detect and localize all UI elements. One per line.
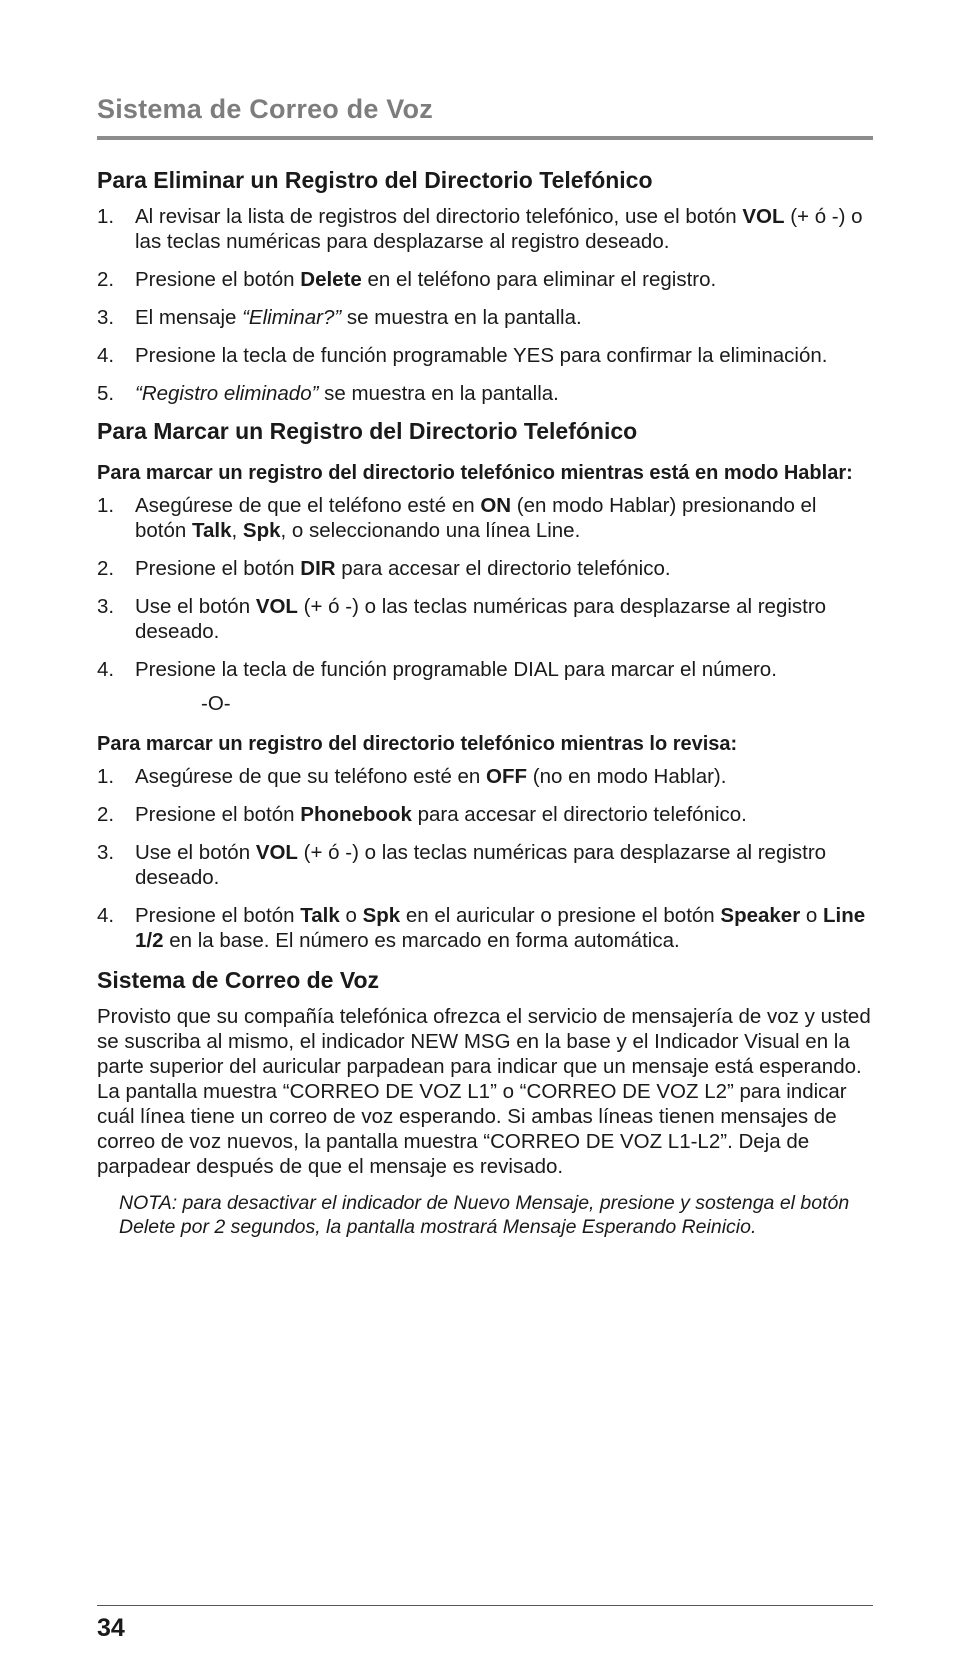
step-text: en el auricular o presione el botón: [400, 904, 721, 927]
voicemail-note: NOTA: para desactivar el indicador de Nuevo Mensaje, presione y sostenga el botón Delete por 2 segundos, la pantalla mostrará Mensaje Esperando Reinicio.: [119, 1192, 850, 1238]
subsection-title-talk-mode: Para marcar un registro del directorio telefónico mientras está en modo Hablar:: [97, 462, 853, 484]
step-text: para accesar el directorio telefónico.: [411, 803, 747, 826]
step-text: Presione la tecla de función programable DIAL para marcar el número.: [135, 658, 777, 681]
step-text: Presione el botón: [135, 268, 301, 291]
list-item: [97, 657, 873, 682]
list-item: [97, 204, 873, 254]
step-number: 1.: [97, 765, 115, 788]
step-text: Presione el botón: [135, 904, 301, 927]
step-text: Use el botón: [135, 595, 256, 618]
display-message: “Eliminar?”: [242, 306, 342, 329]
delete-steps: [97, 204, 873, 406]
key-label: VOL: [255, 841, 298, 864]
list-item: [97, 267, 873, 292]
list-item: [97, 764, 873, 789]
step-text: se muestra en la pantalla.: [318, 382, 559, 405]
key-label: Phonebook: [300, 803, 412, 826]
step-text: se muestra en la pantalla.: [341, 306, 582, 329]
step-text: en el teléfono para eliminar el registro.: [361, 268, 717, 291]
dial-talk-steps: [97, 493, 873, 682]
footer-rule: [97, 1605, 873, 1606]
list-item: [97, 305, 873, 330]
step-text: Al revisar la lista de registros del directorio telefónico, use el botón: [135, 205, 743, 228]
list-item: [97, 802, 873, 827]
step-text: o: [800, 904, 823, 927]
key-label: DIR: [300, 557, 336, 580]
list-item: [97, 381, 873, 406]
step-text: ,: [231, 519, 243, 542]
subsection-title-review-mode: Para marcar un registro del directorio telefónico mientras lo revisa:: [97, 733, 738, 755]
key-label: ON: [480, 494, 512, 517]
step-text: para accesar el directorio telefónico.: [335, 557, 671, 580]
step-text: (+ ó -) o las teclas numéricas para desplazarse al registro deseado.: [135, 595, 827, 643]
key-label: Line 1/2: [135, 904, 866, 952]
step-text: El mensaje: [135, 306, 243, 329]
page-content: [97, 166, 873, 1239]
list-item: [97, 903, 873, 953]
section-title-voicemail: Sistema de Correo de Voz: [97, 967, 380, 993]
dial-review-steps: [97, 764, 873, 953]
voicemail-paragraph: Provisto que su compañía telefónica ofrezca el servicio de mensajería de voz y usted se suscriba al mismo, el indicador NEW MSG en la base y el Indicador Visual en la parte superior del auricular parpadean para indicar que un mensaje está esperando. La pantalla muestra “CORREO DE VOZ L1” o “CORREO DE VOZ L2” para indicar cuál línea tiene un correo de voz esperando. Si ambas líneas tienen mensajes de correo de voz nuevos, la pantalla muestra “CORREO DE VOZ L1-L2”. Deja de parpadear después de que el mensaje es revisado.: [97, 1005, 871, 1178]
key-label: Talk: [300, 904, 340, 927]
list-item: [97, 493, 873, 543]
step-text: en la base. El número es marcado en forma automática.: [163, 929, 680, 952]
key-label: Talk: [192, 519, 232, 542]
step-text: (+ ó -) o las teclas numéricas para desplazarse al registro deseado.: [135, 841, 827, 889]
key-label: VOL: [255, 595, 298, 618]
step-number: 5.: [97, 382, 115, 405]
key-label: Spk: [242, 519, 281, 542]
page-number: 34: [97, 1614, 125, 1642]
step-number: 4.: [97, 344, 115, 367]
display-message: “Registro eliminado”: [135, 382, 319, 405]
step-text: Asegúrese de que su teléfono esté en: [135, 765, 487, 788]
section-title-dial: Para Marcar un Registro del Directorio Telefónico: [97, 418, 638, 444]
step-text: (no en modo Hablar).: [527, 765, 727, 788]
step-text: o: [339, 904, 363, 927]
list-item: [97, 556, 873, 581]
key-label: VOL: [742, 205, 785, 228]
list-item: [97, 840, 873, 890]
step-text: Presione la tecla de función programable YES para confirmar la eliminación.: [135, 344, 828, 367]
section-title-delete: Para Eliminar un Registro del Directorio Telefónico: [97, 167, 653, 193]
step-text: (+ ó -) o las teclas numéricas para desplazarse al registro deseado.: [135, 205, 863, 253]
step-number: 2.: [97, 557, 115, 580]
step-text: Use el botón: [135, 841, 256, 864]
step-text: Asegúrese de que el teléfono esté en: [135, 494, 481, 517]
step-number: 2.: [97, 268, 115, 291]
step-number: 4.: [97, 658, 115, 681]
step-number: 2.: [97, 803, 115, 826]
key-label: Speaker: [720, 904, 801, 927]
step-number: 3.: [97, 595, 115, 618]
running-head: Sistema de Correo de Voz: [97, 94, 433, 124]
step-number: 3.: [97, 841, 115, 864]
key-label: Delete: [300, 268, 362, 291]
step-number: 4.: [97, 904, 115, 927]
step-number: 1.: [97, 205, 115, 228]
list-item: [97, 594, 873, 644]
header-rule: [97, 136, 873, 140]
step-text: (en modo Hablar) presionando el botón: [135, 494, 817, 542]
step-number: 3.: [97, 306, 115, 329]
step-text: Presione el botón: [135, 557, 301, 580]
key-label: Spk: [362, 904, 401, 927]
step-text: , o seleccionando una línea Line.: [280, 519, 581, 542]
key-label: OFF: [486, 765, 528, 788]
or-separator: -O-: [201, 692, 231, 715]
step-number: 1.: [97, 494, 115, 517]
step-text: Presione el botón: [135, 803, 301, 826]
list-item: [97, 343, 873, 368]
